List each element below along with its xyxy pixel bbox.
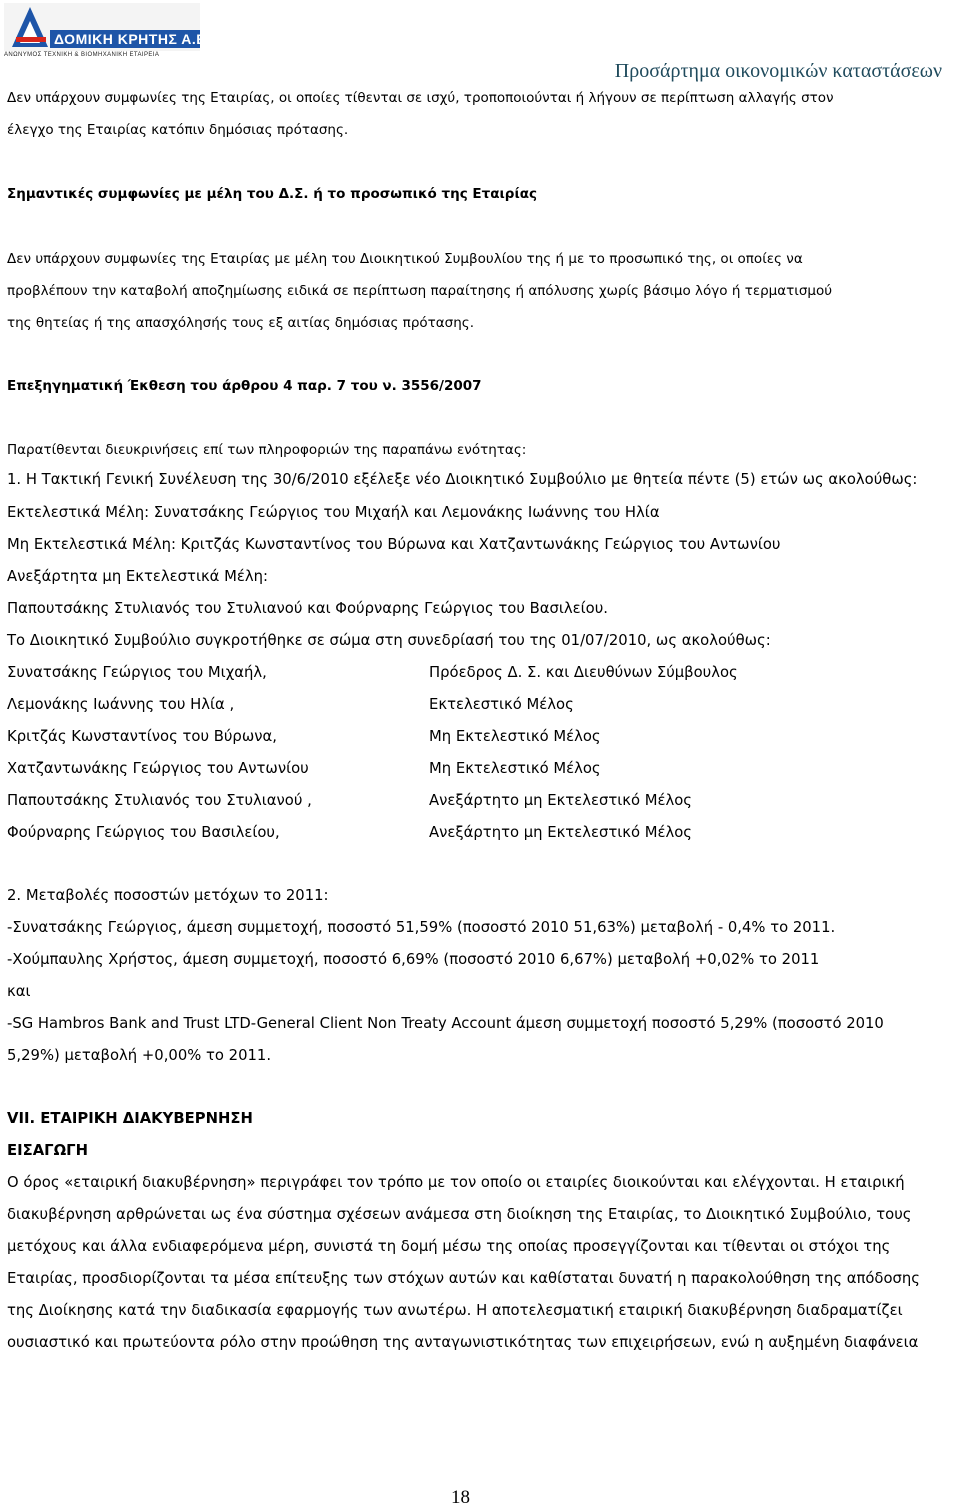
text-line: Παρατίθενται διευκρινήσεις επί των πληροφοριών της παραπάνω ενότητας:: [7, 442, 527, 458]
text-line: 1. Η Τακτική Γενική Συνέλευση της 30/6/2010 εξέλεξε νέο Διοικητικό Συμβούλιο με θητεία πέντε (5) ετών ως ακολούθως:: [7, 471, 918, 488]
text-line: διακυβέρνηση αρθρώνεται ως ένα σύστημα σχέσεων ανάμεσα στη διοίκηση της Εταιρίας, το Διοικητικό Συμβούλιο, τους: [7, 1206, 912, 1223]
logo-frame: [4, 3, 211, 51]
company-logo: [4, 3, 211, 61]
text-line: Εταιρίας, προσδιορίζονται τα μέσα επίτευξης των στόχων αυτών και καθίσταται δυνατή η παρακολούθηση της απόδοσης: [7, 1270, 920, 1287]
page-header-title: Προσάρτημα οικονομικών καταστάσεων: [614, 60, 942, 82]
board-member-name: Λεμονάκης Ιωάννης του Ηλία ,: [7, 696, 235, 713]
text-line: Δεν υπάρχουν συμφωνίες της Εταιρίας με μέλη του Διοικητικού Συμβουλίου της ή με το προσωπικό της, οι οποίες να: [7, 251, 803, 267]
text-line: έλεγχο της Εταιρίας κατόπιν δημόσιας πρότασης.: [7, 122, 349, 138]
text-line: 5,29%) μεταβολή +0,00% το 2011.: [7, 1047, 272, 1064]
text-line: και: [7, 983, 31, 1000]
section-heading: Επεξηγηματική Έκθεση του άρθρου 4 παρ. 7 του ν. 3556/2007: [7, 378, 482, 394]
logo-subtitle: ΑΝΩΝΥΜΟΣ ΤΕΧΝΙΚΗ & ΒΙΟΜΗΧΑΝΙΚΗ ΕΤΑΙΡΕΙΑ: [4, 52, 160, 58]
board-member-role: Ανεξάρτητο μη Εκτελεστικό Μέλος: [429, 824, 692, 841]
section-subheading: ΕΙΣΑΓΩΓΗ: [7, 1142, 88, 1159]
page-number: 18: [451, 1487, 470, 1508]
text-line: ουσιαστικό και πρωτεύοντα ρόλο στην προώθηση της ανταγωνιστικότητας των επιχειρήσεων, ενώ η αυξημένη διαφάνεια: [7, 1334, 919, 1351]
text-line: -SG Hambros Bank and Trust LTD-General Client Non Treaty Account άμεση συμμετοχή ποσοστό 5,29% (ποσοστό 2010: [7, 1015, 884, 1032]
text-line: -Χούμπαυλης Χρήστος, άμεση συμμετοχή, ποσοστό 6,69% (ποσοστό 2010 6,67%) μεταβολή +0,02% το 2011: [7, 951, 820, 968]
text-line: μετόχους και άλλα ενδιαφερόμενα μέρη, συνιστά τη δομή μέσω της οποίας προσεγγίζονται και τίθενται οι στόχοι της: [7, 1238, 891, 1255]
text-line: προβλέπουν την καταβολή αποζημίωσης ειδικά σε περίπτωση παραίτησης ή απόλυσης χωρίς βάσιμο λόγο ή τερματισμού: [7, 283, 833, 299]
text-line: 2. Μεταβολές ποσοστών μετόχων το 2011:: [7, 887, 329, 904]
board-member-role: Ανεξάρτητο μη Εκτελεστικό Μέλος: [429, 792, 692, 809]
text-line: Ο όρος «εταιρική διακυβέρνηση» περιγράφει τον τρόπο με τον οποίο οι εταιρίες διοικούνται και ελέγχονται. Η εταιρική: [7, 1174, 905, 1191]
text-line: Μη Εκτελεστικά Μέλη: Κριτζάς Κωνσταντίνος του Βύρωνα και Χατζαντωνάκης Γεώργιος του Αντωνίου: [7, 536, 781, 553]
board-member-name: Χατζαντωνάκης Γεώργιος του Αντωνίου: [7, 760, 309, 777]
section-heading: Σημαντικές συμφωνίες με μέλη του Δ.Σ. ή το προσωπικό της Εταιρίας: [7, 186, 538, 202]
logo-text: ΔΟΜΙΚΗ ΚΡΗΤΗΣ Α.Ε.: [50, 30, 200, 48]
text-line: -Συνατσάκης Γεώργιος, άμεση συμμετοχή, ποσοστό 51,59% (ποσοστό 2010 51,63%) μεταβολή - 0,4% το 2011.: [7, 919, 836, 936]
board-member-name: Παπουτσάκης Στυλιανός του Στυλιανού ,: [7, 792, 312, 809]
board-member-role: Μη Εκτελεστικό Μέλος: [429, 760, 601, 777]
text-line: Ανεξάρτητα μη Εκτελεστικά Μέλη:: [7, 568, 269, 585]
section-heading: VII. ΕΤΑΙΡΙΚΗ ΔΙΑΚΥΒΕΡΝΗΣΗ: [7, 1110, 253, 1127]
text-line: Εκτελεστικά Μέλη: Συνατσάκης Γεώργιος του Μιχαήλ και Λεμονάκης Ιωάννης του Ηλία: [7, 504, 660, 521]
text-line: Παπουτσάκης Στυλιανός του Στυλιανού και Φούρναρης Γεώργιος του Βασιλείου.: [7, 600, 608, 617]
board-member-role: Πρόεδρος Δ. Σ. και Διευθύνων Σύμβουλος: [429, 664, 738, 681]
text-line: Δεν υπάρχουν συμφωνίες της Εταιρίας, οι οποίες τίθενται σε ισχύ, τροποποιούνται ή λήγουν σε περίπτωση αλλαγής στον: [7, 90, 834, 106]
logo-emblem-icon: [6, 3, 54, 51]
board-member-role: Μη Εκτελεστικό Μέλος: [429, 728, 601, 745]
text-line: Το Διοικητικό Συμβούλιο συγκροτήθηκε σε σώμα στη συνεδρίασή του της 01/07/2010, ως ακολούθως:: [7, 632, 771, 649]
board-member-role: Εκτελεστικό Μέλος: [429, 696, 574, 713]
board-member-name: Φούρναρης Γεώργιος του Βασιλείου,: [7, 824, 280, 841]
board-member-name: Κριτζάς Κωνσταντίνος του Βύρωνα,: [7, 728, 277, 745]
board-member-name: Συνατσάκης Γεώργιος του Μιχαήλ,: [7, 664, 267, 681]
text-line: της Διοίκησης κατά την διαδικασία εφαρμογής των ανωτέρω. Η αποτελεσματική εταιρική διακυβέρνηση διαδραματίζει: [7, 1302, 903, 1319]
text-line: της θητείας ή της απασχόλησής τους εξ αιτίας δημόσιας πρότασης.: [7, 315, 474, 331]
